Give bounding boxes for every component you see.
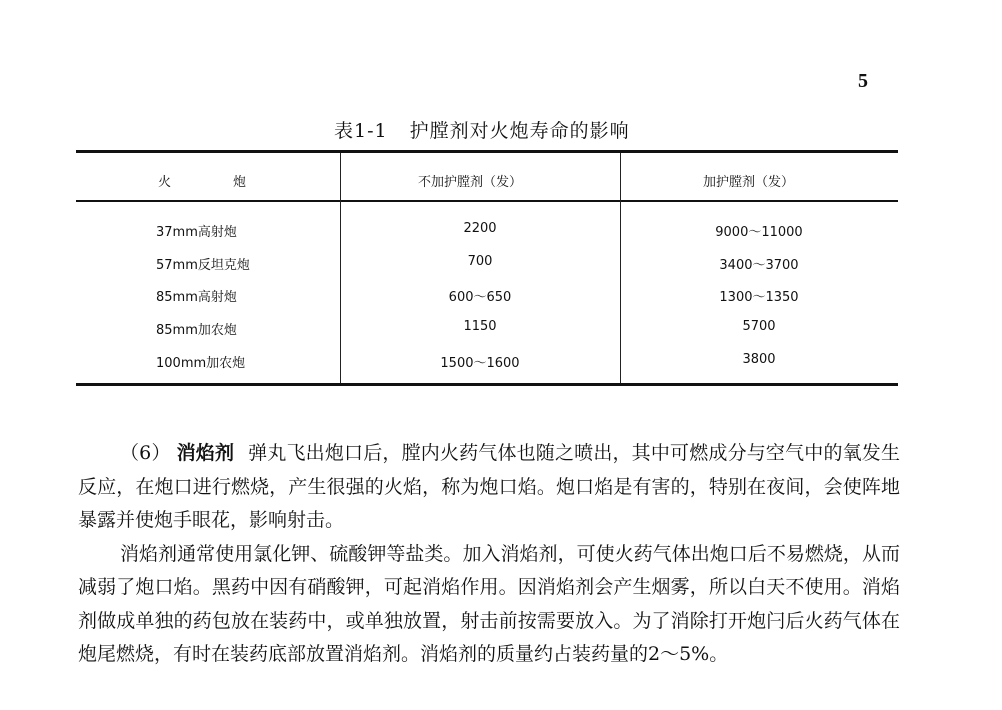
paragraph: 消焰剂通常使用氯化钾、硫酸钾等盐类。加入消焰剂，可使火药气体出炮口后不易燃烧，从而减弱了炮口焰。黑药中因有硝酸钾，可起消焰作用。因消焰剂会产生烟雾，所以白天不使用。消焰剂做成单独的药包放在装药中，或单独放置，射击前按需要放入。为了消除打开炮闩后火药气体在炮尾燃烧，有时在装药底部放置消焰剂。消焰剂的质量约占装药量的2～5%。	[78, 542, 900, 665]
section-index: （6）	[120, 442, 171, 464]
page-number: 5	[858, 70, 868, 92]
table-cell-gun: 85mm高射炮	[156, 290, 237, 305]
body-text	[78, 437, 900, 672]
table-cell-with: 3800	[742, 352, 776, 367]
table-header-gun: 火炮	[158, 175, 309, 190]
table-cell-gun: 85mm加农炮	[156, 323, 237, 338]
table-caption	[334, 116, 630, 143]
paragraph-text: 弹丸飞出炮口后，膛内火药气体也随之喷出，其中可燃成分与空气中的氧发生反应，在炮口进行燃烧，产生很强的火焰，称为炮口焰。炮口焰是有害的，特别在夜间，会使阵地暴露并使炮手眼花，影响射击。	[78, 442, 900, 531]
table-cell-with: 1300～1350	[719, 290, 799, 305]
table-column-divider	[620, 153, 621, 383]
table-cell-without: 700	[467, 254, 493, 269]
table-caption-number: 表1-1	[334, 120, 388, 142]
table-cell-gun: 37mm高射炮	[156, 225, 237, 240]
paragraph	[78, 437, 900, 538]
table-cell-gun: 57mm反坦克炮	[156, 258, 250, 273]
table-cell-with: 9000～11000	[715, 225, 803, 240]
table-cell-without: 1150	[463, 319, 497, 334]
table-header-without-agent: 不加护膛剂（发）	[418, 175, 523, 190]
table-cell-gun: 100mm加农炮	[156, 356, 246, 371]
table-cell-without: 2200	[463, 221, 497, 236]
table-header-rule	[76, 200, 898, 202]
table-column-divider	[340, 153, 341, 383]
table-cell-with: 3400～3700	[719, 258, 799, 273]
section-term: 消焰剂	[176, 442, 235, 464]
table-caption-title: 护膛剂对火炮寿命的影响	[409, 120, 630, 142]
table-cell-without: 600～650	[448, 290, 512, 305]
table-cell-with: 5700	[742, 319, 776, 334]
table-top-rule	[76, 150, 898, 153]
table-header-with-agent: 加护膛剂（发）	[703, 175, 795, 190]
table-cell-without: 1500～1600	[440, 356, 520, 371]
table-bottom-rule	[76, 383, 898, 386]
